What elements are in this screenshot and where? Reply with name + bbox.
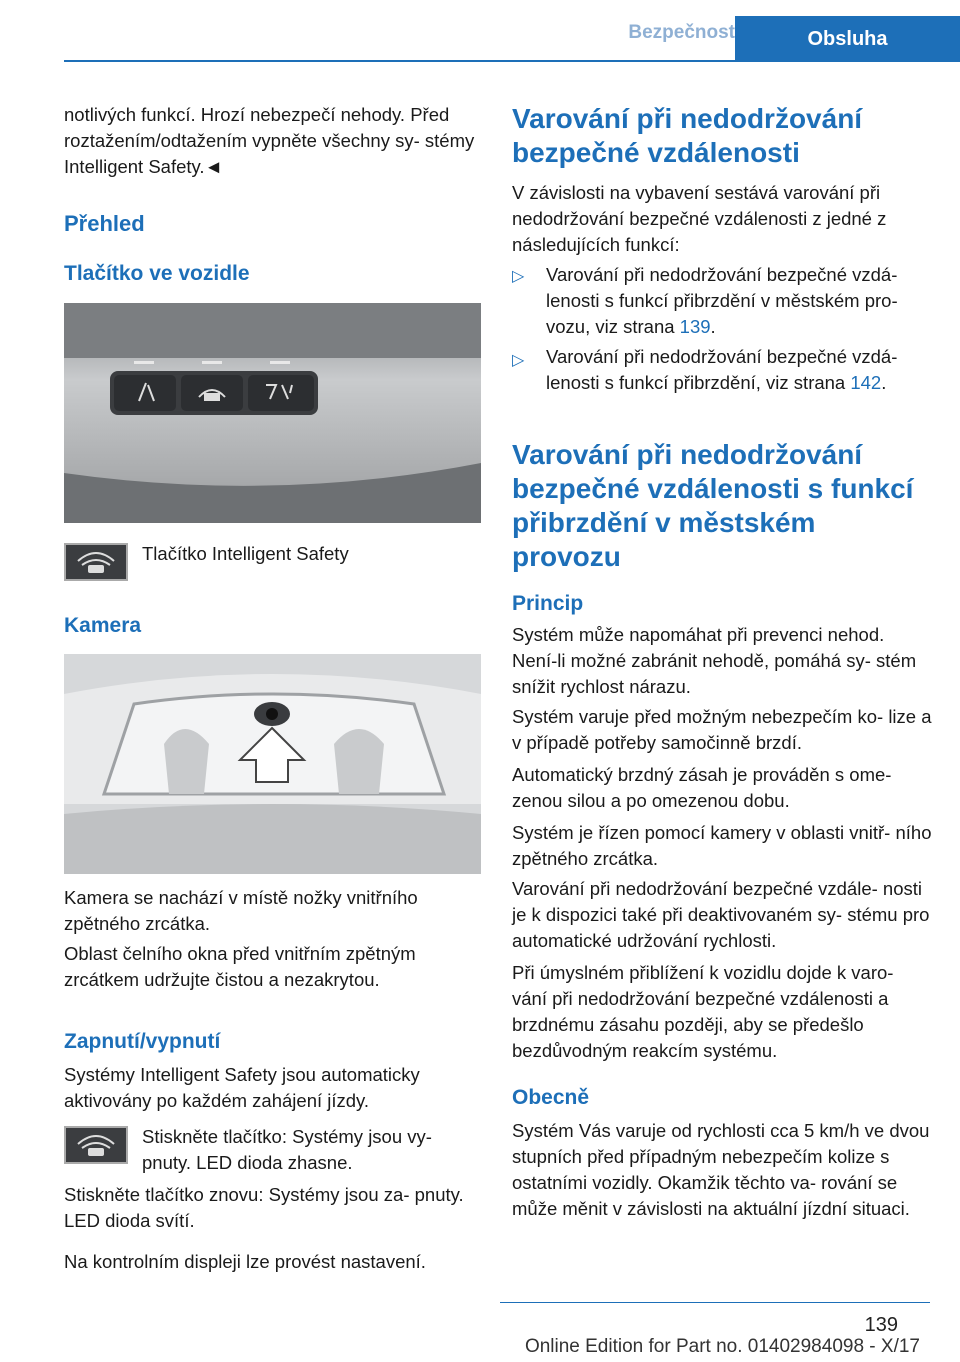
edition-text: Online Edition for Part no. 01402984098 - X/17 [524,1336,920,1357]
heading-button-in-vehicle: Tlačítko ve vozidle [64,262,250,285]
page-number: 139 [864,1314,898,1336]
principle-paragraph-6: Při úmyslném přiblížení k vozidlu dojde k varo- vání při nedodržování bezpečné vzdálenosti a brzdnému zásahu později, aby se předešlo bezdůvodným reakcím systému. [512,962,894,1061]
footer-rule [500,1302,930,1303]
principle-paragraph-1: Systém může napomáhat při prevenci nehod. Není-li možné zabránit nehodě, pomáhá sy- stém snížit rychlost nárazu. [512,624,917,697]
header-rule [64,60,960,62]
heading-principle: Princip [512,592,584,615]
intro-text: notlivých funkcí. Hrozí nebezpečí nehody. Před roztažením/odtažením vypněte všechny sy- stémy Intelligent Safety.◄ [64,104,475,177]
principle-paragraph-2: Systém varuje před možným nebezpečím ko- lize a v případě potřeby samočinně brzdí. [512,706,932,753]
button-caption: Tlačítko Intelligent Safety [142,543,349,564]
heading-on-off: Zapnutí/vypnutí [64,1030,221,1053]
general-paragraph: Systém Vás varuje od rychlosti cca 5 km/h ve dvou stupních před případným nebezpečím kolize s ostatními vozidly. Okamžik těchto va- rování se může měnit v závislosti na aktuální jízdní situaci. [512,1120,930,1219]
heading-city-braking: Varování při nedodržování bezpečné vzdálenosti s funkcí přibrzdění v městském provozu [512,439,914,572]
bullet-triangle-icon: ▷ [512,352,525,369]
on-off-paragraph-3: Na kontrolním displeji lze provést nastavení. [64,1251,426,1272]
camera-paragraph-1: Kamera se nachází v místě nožky vnitřního zpětného zrcátka. [64,887,418,934]
bullet-item-2: Varování při nedodržování bezpečné vzdá- lenosti s funkcí přibrzdění, viz strana 142. [546,346,898,393]
page-link-139[interactable]: 139 [679,316,711,337]
principle-paragraph-3: Automatický brzdný zásah je prováděn s ome- zenou silou a po omezenou dobu. [512,764,892,811]
distance-warning-intro: V závislosti na vybavení sestává varování při nedodržování bezpečné vzdálenosti z jedné z následujících funkcí: [512,182,887,255]
page-link-142[interactable]: 142 [850,372,882,393]
heading-general: Obecně [512,1086,590,1109]
heading-overview: Přehled [64,211,145,236]
on-off-icon-text: Stiskněte tlačítko: Systémy jsou vy- pnuty. LED dioda zhasne. [142,1126,432,1173]
intelligent-safety-button-icon-2 [64,1126,128,1164]
bullet-triangle-icon: ▷ [512,268,525,285]
header-tab-safety[interactable]: Bezpečnost [628,22,735,43]
camera-paragraph-2: Oblast čelního okna před vnitřním zpětným zrcátkem udržujte čistou a nezakrytou. [64,943,416,990]
principle-paragraph-4: Systém je řízen pomocí kamery v oblasti vnitř- ního zpětného zrcátka. [512,822,932,869]
heading-camera: Kamera [64,614,142,637]
principle-paragraph-5: Varování při nedodržování bezpečné vzdále- nosti je k dispozici také při deaktivovaném sy- stému pro automatické udržování rychlosti. [512,878,930,951]
on-off-paragraph-2: Stiskněte tlačítko znovu: Systémy jsou za- pnuty. LED dioda svítí. [64,1184,464,1231]
heading-distance-warning: Varování při nedodržování bezpečné vzdálenosti [512,103,863,168]
intelligent-safety-button-icon [64,543,128,581]
header-tab-operation[interactable]: Obsluha [735,16,960,62]
bullet-item-1: Varování při nedodržování bezpečné vzdá- lenosti s funkcí přibrzdění v městském pro- vozu, viz strana 139. [546,264,898,337]
buttons-photo [64,303,481,523]
on-off-paragraph-1: Systémy Intelligent Safety jsou automaticky aktivovány po každém zahájení jízdy. [64,1064,420,1111]
camera-photo [64,654,481,874]
